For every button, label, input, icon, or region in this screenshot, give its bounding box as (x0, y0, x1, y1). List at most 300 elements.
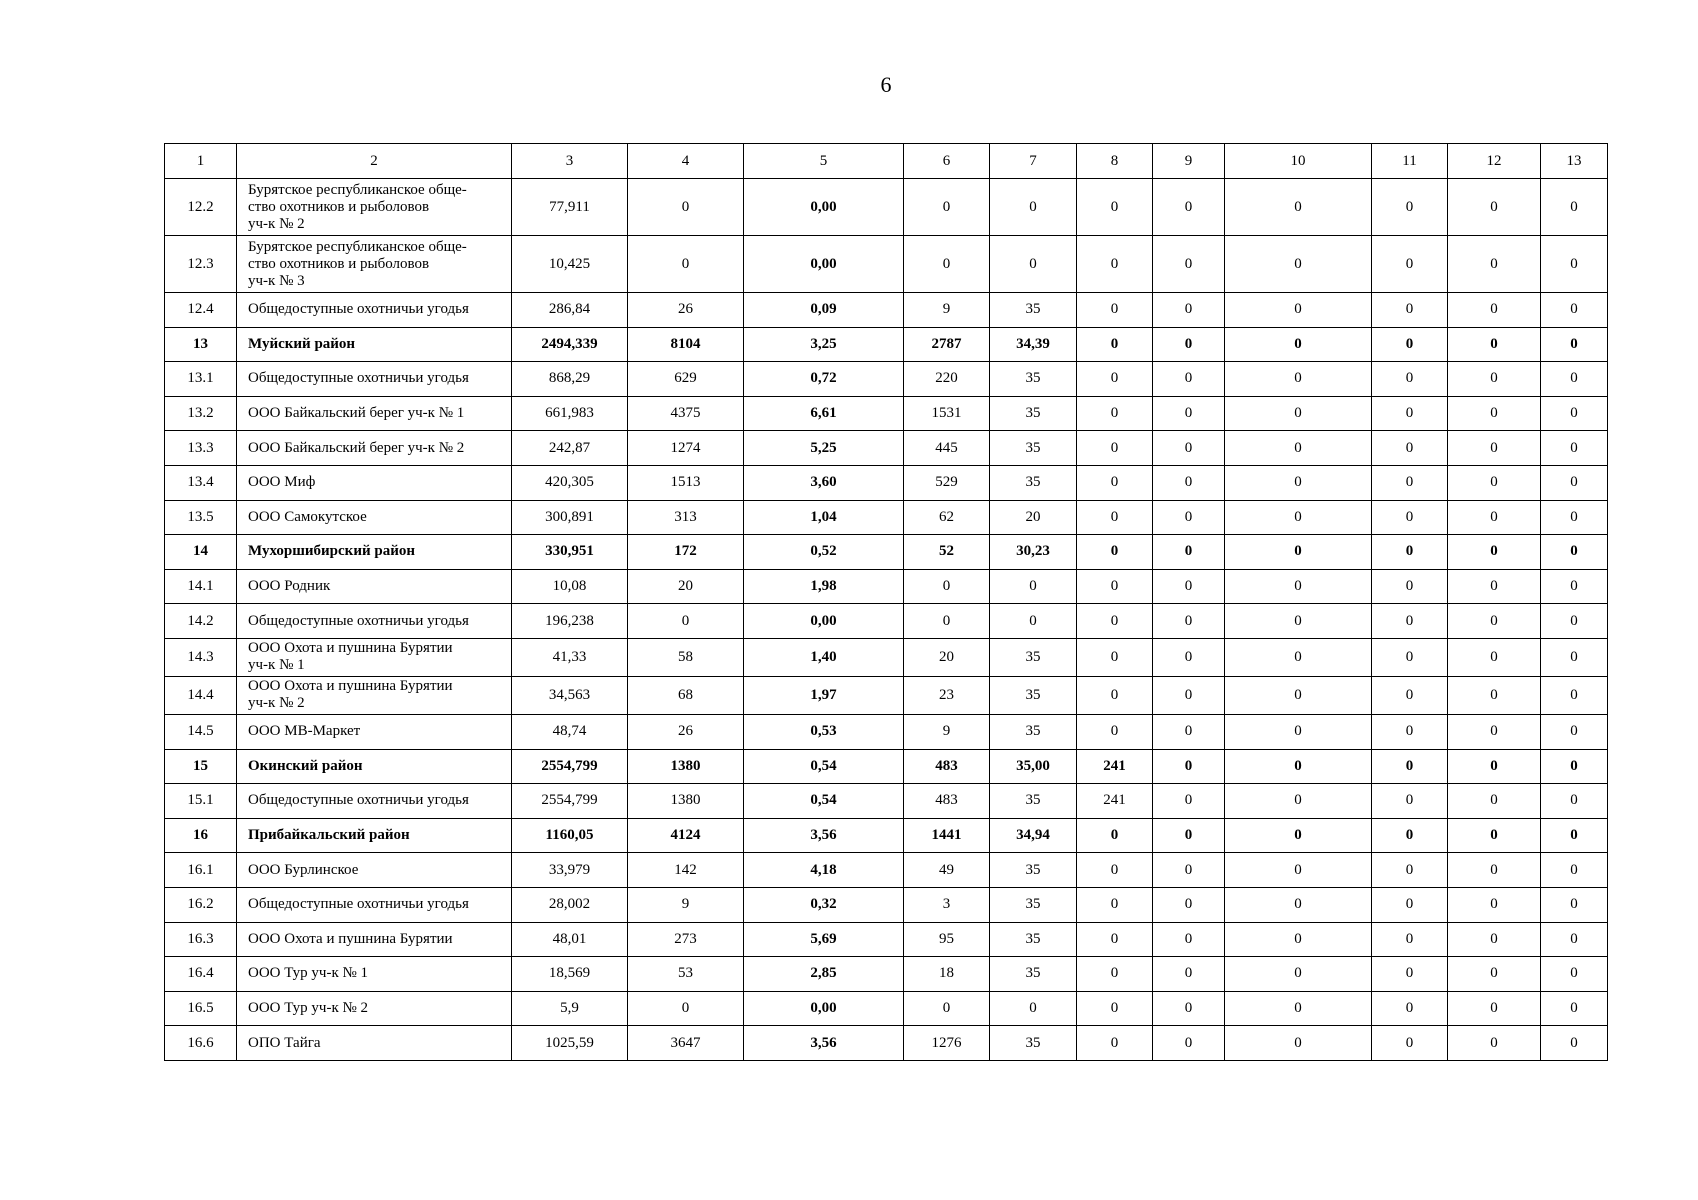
cell-density: 0,00 (744, 604, 904, 639)
table-row (165, 327, 1608, 362)
cell-col-8: 0 (1077, 604, 1153, 639)
cell-col-13: 0 (1541, 638, 1608, 676)
table-row (165, 535, 1608, 570)
page-number: 6 (880, 72, 892, 97)
cell-col-7: 35 (990, 1026, 1077, 1061)
cell-organization-name: ООО Охота и пушнина Бурятии (237, 922, 512, 957)
cell-col-9: 0 (1153, 957, 1225, 992)
cell-row-number: 14.5 (165, 714, 237, 749)
table-row (165, 465, 1608, 500)
cell-col-6: 0 (904, 604, 990, 639)
cell-col-6: 483 (904, 749, 990, 784)
cell-col-9: 0 (1153, 500, 1225, 535)
cell-row-number: 16.1 (165, 853, 237, 888)
cell-col-12: 0 (1448, 853, 1541, 888)
cell-col-10: 0 (1225, 293, 1372, 328)
table-row (165, 396, 1608, 431)
cell-col-10: 0 (1225, 818, 1372, 853)
table-row (165, 179, 1608, 236)
cell-area: 1025,59 (512, 1026, 628, 1061)
cell-col-8: 0 (1077, 853, 1153, 888)
cell-col-12: 0 (1448, 179, 1541, 236)
column-number-cell: 8 (1077, 144, 1153, 179)
cell-col-9: 0 (1153, 714, 1225, 749)
cell-col-10: 0 (1225, 179, 1372, 236)
table-body (165, 144, 1608, 1061)
cell-density: 6,61 (744, 396, 904, 431)
cell-col-12: 0 (1448, 431, 1541, 466)
cell-col-10: 0 (1225, 569, 1372, 604)
cell-col-7: 34,94 (990, 818, 1077, 853)
cell-density: 5,25 (744, 431, 904, 466)
cell-row-number: 15.1 (165, 784, 237, 819)
cell-col-10: 0 (1225, 500, 1372, 535)
table-row (165, 676, 1608, 714)
cell-col-11: 0 (1372, 922, 1448, 957)
cell-col-13: 0 (1541, 535, 1608, 570)
column-number-cell: 10 (1225, 144, 1372, 179)
cell-col-11: 0 (1372, 396, 1448, 431)
cell-col-9: 0 (1153, 638, 1225, 676)
cell-area: 41,33 (512, 638, 628, 676)
cell-col-9: 0 (1153, 784, 1225, 819)
cell-col-13: 0 (1541, 853, 1608, 888)
cell-col-8: 0 (1077, 396, 1153, 431)
cell-col-10: 0 (1225, 638, 1372, 676)
cell-col-12: 0 (1448, 714, 1541, 749)
cell-density: 1,97 (744, 676, 904, 714)
cell-col-7: 35 (990, 431, 1077, 466)
cell-col-12: 0 (1448, 396, 1541, 431)
cell-col-8: 0 (1077, 1026, 1153, 1061)
cell-col-9: 0 (1153, 327, 1225, 362)
column-number-cell: 6 (904, 144, 990, 179)
cell-col-10: 0 (1225, 535, 1372, 570)
cell-col-13: 0 (1541, 293, 1608, 328)
cell-col-11: 0 (1372, 179, 1448, 236)
cell-density: 0,00 (744, 236, 904, 293)
cell-col-11: 0 (1372, 293, 1448, 328)
column-number-cell: 9 (1153, 144, 1225, 179)
cell-col-8: 0 (1077, 236, 1153, 293)
cell-col-10: 0 (1225, 714, 1372, 749)
column-number-cell: 11 (1372, 144, 1448, 179)
cell-col-13: 0 (1541, 465, 1608, 500)
cell-density: 1,04 (744, 500, 904, 535)
cell-col-13: 0 (1541, 500, 1608, 535)
cell-area: 10,425 (512, 236, 628, 293)
cell-area: 196,238 (512, 604, 628, 639)
cell-organization-name: ООО Тур уч-к № 2 (237, 991, 512, 1026)
cell-col-10: 0 (1225, 784, 1372, 819)
cell-col-8: 0 (1077, 293, 1153, 328)
cell-col-11: 0 (1372, 784, 1448, 819)
cell-col-11: 0 (1372, 957, 1448, 992)
cell-col-12: 0 (1448, 818, 1541, 853)
cell-col-11: 0 (1372, 853, 1448, 888)
cell-col-6: 20 (904, 638, 990, 676)
cell-col-7: 35 (990, 676, 1077, 714)
cell-col-6: 23 (904, 676, 990, 714)
cell-count: 313 (628, 500, 744, 535)
data-table (164, 143, 1608, 1061)
cell-organization-name: ООО Родник (237, 569, 512, 604)
cell-col-13: 0 (1541, 676, 1608, 714)
cell-col-7: 35,00 (990, 749, 1077, 784)
cell-col-7: 0 (990, 604, 1077, 639)
cell-col-12: 0 (1448, 676, 1541, 714)
cell-col-12: 0 (1448, 784, 1541, 819)
cell-col-13: 0 (1541, 179, 1608, 236)
cell-col-11: 0 (1372, 236, 1448, 293)
cell-area: 34,563 (512, 676, 628, 714)
cell-col-7: 20 (990, 500, 1077, 535)
cell-organization-name: Окинский район (237, 749, 512, 784)
cell-area: 2554,799 (512, 784, 628, 819)
cell-row-number: 12.2 (165, 179, 237, 236)
cell-col-7: 35 (990, 638, 1077, 676)
cell-count: 0 (628, 179, 744, 236)
cell-col-12: 0 (1448, 957, 1541, 992)
cell-density: 1,40 (744, 638, 904, 676)
cell-col-13: 0 (1541, 818, 1608, 853)
cell-organization-name: Бурятское республиканское обще- ство охотников и рыболовов уч-к № 3 (237, 236, 512, 293)
table-row (165, 714, 1608, 749)
cell-col-12: 0 (1448, 604, 1541, 639)
cell-col-6: 529 (904, 465, 990, 500)
cell-col-7: 30,23 (990, 535, 1077, 570)
table-row (165, 569, 1608, 604)
cell-col-7: 35 (990, 362, 1077, 397)
cell-row-number: 15 (165, 749, 237, 784)
cell-col-6: 18 (904, 957, 990, 992)
cell-col-12: 0 (1448, 638, 1541, 676)
cell-density: 3,25 (744, 327, 904, 362)
cell-row-number: 16.2 (165, 887, 237, 922)
cell-col-6: 1441 (904, 818, 990, 853)
cell-col-9: 0 (1153, 853, 1225, 888)
cell-organization-name: ООО Охота и пушнина Бурятии уч-к № 1 (237, 638, 512, 676)
cell-col-9: 0 (1153, 535, 1225, 570)
cell-col-11: 0 (1372, 604, 1448, 639)
cell-col-12: 0 (1448, 293, 1541, 328)
cell-area: 5,9 (512, 991, 628, 1026)
cell-count: 172 (628, 535, 744, 570)
cell-density: 3,60 (744, 465, 904, 500)
cell-row-number: 14.1 (165, 569, 237, 604)
cell-col-13: 0 (1541, 236, 1608, 293)
cell-organization-name: ООО Самокутское (237, 500, 512, 535)
cell-area: 48,01 (512, 922, 628, 957)
cell-col-9: 0 (1153, 396, 1225, 431)
cell-density: 4,18 (744, 853, 904, 888)
cell-row-number: 16 (165, 818, 237, 853)
cell-organization-name: Общедоступные охотничьи угодья (237, 784, 512, 819)
cell-area: 2494,339 (512, 327, 628, 362)
cell-col-11: 0 (1372, 1026, 1448, 1061)
cell-col-10: 0 (1225, 676, 1372, 714)
cell-row-number: 16.4 (165, 957, 237, 992)
cell-density: 0,53 (744, 714, 904, 749)
cell-col-8: 0 (1077, 362, 1153, 397)
cell-count: 4124 (628, 818, 744, 853)
cell-organization-name: Мухоршибирский район (237, 535, 512, 570)
cell-organization-name: ООО Миф (237, 465, 512, 500)
cell-col-10: 0 (1225, 853, 1372, 888)
cell-organization-name: ООО Байкальский берег уч-к № 1 (237, 396, 512, 431)
cell-col-10: 0 (1225, 604, 1372, 639)
cell-col-7: 35 (990, 293, 1077, 328)
cell-col-10: 0 (1225, 887, 1372, 922)
cell-count: 629 (628, 362, 744, 397)
cell-col-9: 0 (1153, 465, 1225, 500)
cell-col-10: 0 (1225, 396, 1372, 431)
cell-col-12: 0 (1448, 465, 1541, 500)
cell-row-number: 14 (165, 535, 237, 570)
cell-organization-name: ООО Охота и пушнина Бурятии уч-к № 2 (237, 676, 512, 714)
cell-col-6: 1531 (904, 396, 990, 431)
cell-count: 4375 (628, 396, 744, 431)
cell-col-6: 0 (904, 179, 990, 236)
cell-col-8: 0 (1077, 179, 1153, 236)
cell-row-number: 14.4 (165, 676, 237, 714)
cell-col-8: 0 (1077, 818, 1153, 853)
cell-col-11: 0 (1372, 749, 1448, 784)
cell-col-9: 0 (1153, 293, 1225, 328)
cell-density: 0,00 (744, 991, 904, 1026)
cell-col-9: 0 (1153, 236, 1225, 293)
cell-organization-name: Общедоступные охотничьи угодья (237, 293, 512, 328)
cell-organization-name: ОПО Тайга (237, 1026, 512, 1061)
cell-col-11: 0 (1372, 465, 1448, 500)
cell-col-8: 0 (1077, 922, 1153, 957)
cell-col-12: 0 (1448, 327, 1541, 362)
column-number-cell: 7 (990, 144, 1077, 179)
cell-col-6: 9 (904, 293, 990, 328)
cell-col-7: 0 (990, 569, 1077, 604)
cell-col-9: 0 (1153, 431, 1225, 466)
cell-density: 0,09 (744, 293, 904, 328)
cell-area: 420,305 (512, 465, 628, 500)
column-number-cell: 2 (237, 144, 512, 179)
cell-row-number: 13.2 (165, 396, 237, 431)
cell-col-13: 0 (1541, 922, 1608, 957)
cell-density: 0,00 (744, 179, 904, 236)
cell-organization-name: ООО МВ-Маркет (237, 714, 512, 749)
cell-count: 0 (628, 604, 744, 639)
cell-col-6: 0 (904, 991, 990, 1026)
cell-col-10: 0 (1225, 465, 1372, 500)
cell-organization-name: Общедоступные охотничьи угодья (237, 887, 512, 922)
table-row (165, 957, 1608, 992)
cell-col-10: 0 (1225, 957, 1372, 992)
cell-col-13: 0 (1541, 396, 1608, 431)
cell-row-number: 12.3 (165, 236, 237, 293)
cell-row-number: 16.3 (165, 922, 237, 957)
cell-col-11: 0 (1372, 431, 1448, 466)
cell-col-8: 0 (1077, 676, 1153, 714)
column-number-cell: 3 (512, 144, 628, 179)
cell-col-12: 0 (1448, 887, 1541, 922)
cell-count: 273 (628, 922, 744, 957)
cell-col-6: 3 (904, 887, 990, 922)
cell-count: 53 (628, 957, 744, 992)
cell-density: 5,69 (744, 922, 904, 957)
cell-col-7: 0 (990, 179, 1077, 236)
cell-area: 28,002 (512, 887, 628, 922)
cell-organization-name: ООО Бурлинское (237, 853, 512, 888)
cell-density: 1,98 (744, 569, 904, 604)
cell-area: 286,84 (512, 293, 628, 328)
cell-col-13: 0 (1541, 604, 1608, 639)
table-row (165, 887, 1608, 922)
table-row (165, 818, 1608, 853)
cell-area: 18,569 (512, 957, 628, 992)
cell-organization-name: Муйский район (237, 327, 512, 362)
cell-col-8: 0 (1077, 465, 1153, 500)
cell-col-9: 0 (1153, 922, 1225, 957)
cell-col-13: 0 (1541, 991, 1608, 1026)
cell-area: 1160,05 (512, 818, 628, 853)
cell-organization-name: Общедоступные охотничьи угодья (237, 362, 512, 397)
column-number-cell: 13 (1541, 144, 1608, 179)
cell-density: 2,85 (744, 957, 904, 992)
cell-col-10: 0 (1225, 431, 1372, 466)
cell-col-12: 0 (1448, 236, 1541, 293)
cell-col-9: 0 (1153, 676, 1225, 714)
cell-col-7: 35 (990, 922, 1077, 957)
table-row (165, 500, 1608, 535)
cell-col-11: 0 (1372, 818, 1448, 853)
cell-col-10: 0 (1225, 749, 1372, 784)
cell-col-6: 445 (904, 431, 990, 466)
cell-col-8: 0 (1077, 887, 1153, 922)
cell-col-13: 0 (1541, 362, 1608, 397)
cell-col-7: 35 (990, 853, 1077, 888)
cell-col-6: 483 (904, 784, 990, 819)
cell-col-13: 0 (1541, 784, 1608, 819)
cell-count: 3647 (628, 1026, 744, 1061)
cell-col-13: 0 (1541, 714, 1608, 749)
table-row (165, 991, 1608, 1026)
cell-col-12: 0 (1448, 362, 1541, 397)
cell-count: 1380 (628, 749, 744, 784)
cell-col-9: 0 (1153, 362, 1225, 397)
cell-col-13: 0 (1541, 749, 1608, 784)
table-row (165, 749, 1608, 784)
cell-col-8: 0 (1077, 991, 1153, 1026)
cell-density: 3,56 (744, 1026, 904, 1061)
cell-row-number: 13 (165, 327, 237, 362)
cell-density: 0,54 (744, 749, 904, 784)
cell-col-12: 0 (1448, 991, 1541, 1026)
cell-organization-name: ООО Тур уч-к № 1 (237, 957, 512, 992)
cell-col-7: 35 (990, 465, 1077, 500)
table-row (165, 638, 1608, 676)
cell-area: 48,74 (512, 714, 628, 749)
cell-col-6: 0 (904, 236, 990, 293)
cell-col-11: 0 (1372, 991, 1448, 1026)
cell-col-12: 0 (1448, 749, 1541, 784)
table-row (165, 431, 1608, 466)
cell-col-8: 0 (1077, 535, 1153, 570)
cell-col-8: 0 (1077, 500, 1153, 535)
cell-col-13: 0 (1541, 327, 1608, 362)
column-number-cell: 12 (1448, 144, 1541, 179)
cell-row-number: 13.1 (165, 362, 237, 397)
cell-col-8: 0 (1077, 638, 1153, 676)
cell-col-6: 220 (904, 362, 990, 397)
cell-col-9: 0 (1153, 749, 1225, 784)
cell-row-number: 14.3 (165, 638, 237, 676)
cell-density: 0,54 (744, 784, 904, 819)
table-row (165, 853, 1608, 888)
column-number-cell: 4 (628, 144, 744, 179)
cell-col-10: 0 (1225, 327, 1372, 362)
cell-col-6: 0 (904, 569, 990, 604)
cell-count: 26 (628, 714, 744, 749)
cell-col-12: 0 (1448, 500, 1541, 535)
cell-col-7: 35 (990, 784, 1077, 819)
cell-col-6: 1276 (904, 1026, 990, 1061)
cell-count: 1274 (628, 431, 744, 466)
cell-count: 20 (628, 569, 744, 604)
cell-col-6: 95 (904, 922, 990, 957)
cell-row-number: 13.5 (165, 500, 237, 535)
cell-col-11: 0 (1372, 887, 1448, 922)
cell-col-11: 0 (1372, 327, 1448, 362)
cell-count: 0 (628, 236, 744, 293)
cell-col-6: 2787 (904, 327, 990, 362)
cell-col-12: 0 (1448, 535, 1541, 570)
cell-row-number: 14.2 (165, 604, 237, 639)
cell-col-9: 0 (1153, 604, 1225, 639)
cell-area: 2554,799 (512, 749, 628, 784)
cell-col-7: 0 (990, 236, 1077, 293)
cell-col-13: 0 (1541, 431, 1608, 466)
cell-col-10: 0 (1225, 1026, 1372, 1061)
cell-col-12: 0 (1448, 569, 1541, 604)
cell-count: 9 (628, 887, 744, 922)
table-row (165, 784, 1608, 819)
cell-col-7: 35 (990, 887, 1077, 922)
cell-row-number: 16.5 (165, 991, 237, 1026)
table-row (165, 922, 1608, 957)
cell-col-8: 0 (1077, 327, 1153, 362)
cell-row-number: 12.4 (165, 293, 237, 328)
cell-col-6: 52 (904, 535, 990, 570)
cell-area: 661,983 (512, 396, 628, 431)
cell-col-11: 0 (1372, 362, 1448, 397)
cell-col-11: 0 (1372, 714, 1448, 749)
cell-count: 8104 (628, 327, 744, 362)
table-row (165, 604, 1608, 639)
cell-col-7: 35 (990, 714, 1077, 749)
cell-col-13: 0 (1541, 1026, 1608, 1061)
cell-count: 0 (628, 991, 744, 1026)
cell-col-8: 241 (1077, 749, 1153, 784)
cell-col-11: 0 (1372, 676, 1448, 714)
cell-area: 300,891 (512, 500, 628, 535)
cell-col-7: 35 (990, 396, 1077, 431)
cell-col-9: 0 (1153, 569, 1225, 604)
cell-col-9: 0 (1153, 887, 1225, 922)
cell-col-8: 0 (1077, 569, 1153, 604)
table-row (165, 236, 1608, 293)
column-number-row (165, 144, 1608, 179)
cell-col-8: 0 (1077, 714, 1153, 749)
column-number-cell: 5 (744, 144, 904, 179)
